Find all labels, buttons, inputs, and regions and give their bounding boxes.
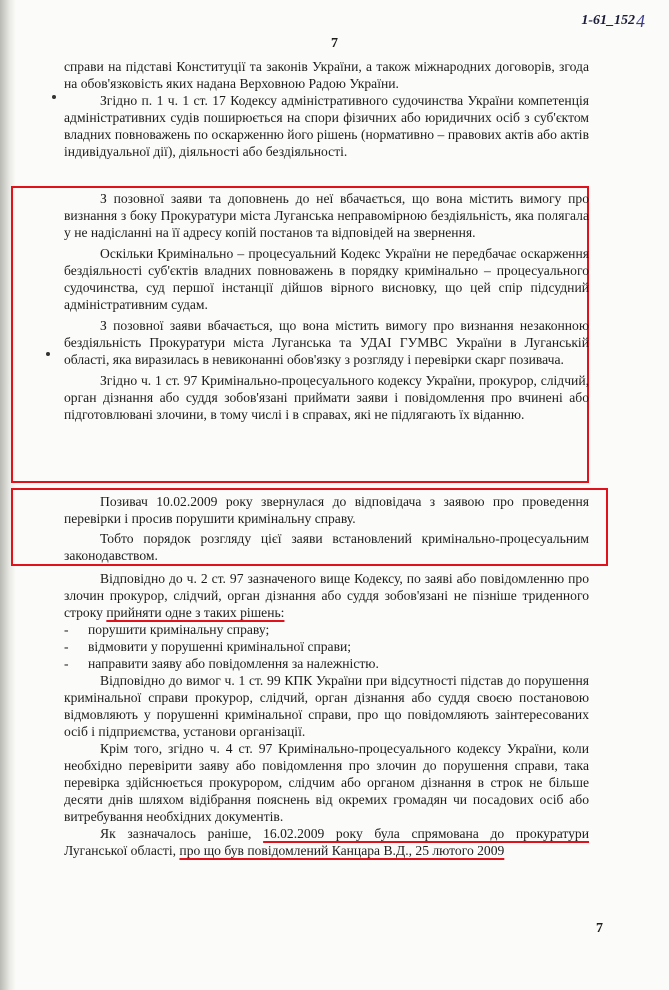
underlined-phrase: прийняти одне з таких рішень:	[106, 605, 285, 620]
paragraph-5: З позовної заяви вбачається, що вона містить вимогу про визнання незаконною бездіяльність Прокуратури міста Луганська та УДАІ ГУМВС України в Луганській області, яка виразилась в невиконанні обов'язку з розгляду і перевірки скарг позивача.	[64, 318, 589, 367]
handwritten-mark: 4	[636, 11, 645, 31]
paragraph-12: Як зазначалось раніше, 16.02.2009 року була спрямована до прокуратури Луганської області, про що був повідомлений Канцара В.Д., 25 лютого 2009	[64, 826, 590, 858]
paragraph-8: Тобто порядок розгляду цієї заяви встановлений кримінально-процесуальним законодавством.	[64, 531, 589, 563]
paragraph-7: Позивач 10.02.2009 року звернулася до відповідача з заявою про проведення перевірки і просив порушити кримінальну справу.	[64, 494, 589, 526]
paragraph-10: Відповідно до вимог ч. 1 ст. 99 КПК України при відсутності підстав до порушення кримінальної справи прокурор, слідчий, орган дізнання або суддя своєю постановою відмовляють у порушенні кримінальної справи, про що повідомляють заінтересованих осіб і підприємства, установи організації.	[64, 673, 589, 739]
page-number-top: 7	[331, 36, 338, 51]
paragraph-6: Згідно ч. 1 ст. 97 Кримінально-процесуального кодексу України, прокурор, слідчий, орган дізнання або суддя зобов'язані приймати заяви і повідомлення про вчинені або підготовлювані злочини, в тому числі і в справах, які не підлягають їх віданню.	[64, 373, 589, 422]
underlined-phrase: про що був повідомлений Канцара В.Д., 25 лютого 2009	[179, 843, 505, 858]
scan-speck	[46, 352, 50, 356]
paragraph-2: Згідно п. 1 ч. 1 ст. 17 Кодексу адміністративного судочинства України компетенція адміністративних судів поширюється на спори фізичних або юридичних осіб з суб'єктом владних повноважень по оскарженню його рішень (нормативно – правових актів або актів індивідуальної дії), діяльності або бездіяльності.	[64, 93, 589, 159]
paragraph-11: Крім того, згідно ч. 4 ст. 97 Кримінально-процесуального кодексу України, коли необхідно перевірити заяву або повідомлення про злочин до порушення справи, така перевірка здійснюється прокурором, слідчим або органом дізнання в строк не більше десяти днів шляхом відібрання пояснень від окремих громадян чи посадових осіб або витребування необхідних документів.	[64, 741, 589, 824]
text-block-highlighted-2	[64, 493, 589, 564]
page-number-bottom: 7	[596, 921, 603, 936]
text-block-intro	[64, 58, 589, 160]
paragraph-9: Відповідно до ч. 2 ст. 97 зазначеного вище Кодексу, по заяві або повідомленню про злочин прокурор, слідчий, орган дізнання або суддя зобов'язані не пізніше триденного строку прийняти одне з таких рішень:	[64, 571, 589, 620]
paragraph-4: Оскільки Кримінально – процесуальний Кодекс України не передбачає оскарження бездіяльності суб'єктів владних повноважень в порядку кримінально – процесуального судочинства, суд першої інстанції дійшов вірного висновку, що цей спір підсудний адміністративним судам.	[64, 246, 589, 312]
paragraph-3: З позовної заяви та доповнень до неї вбачається, що вона містить вимогу про визнання з боку Прокуратури міста Луганська неправомірною бездіяльність, яка полягала у не надісланні на її адресу копій постанов та відповідей на звернення.	[64, 191, 589, 240]
text-block-highlighted-1	[64, 190, 589, 423]
decision-list	[64, 621, 589, 672]
case-number: 1-61_152 4	[581, 11, 645, 31]
list-item: - порушити кримінальну справу;	[64, 622, 270, 637]
list-item: - відмовити у порушенні кримінальної справи;	[64, 639, 352, 654]
list-item: - направити заяву або повідомлення за належністю.	[64, 656, 379, 671]
text-block-main	[64, 570, 589, 859]
scan-speck	[52, 95, 56, 99]
underlined-phrase: 16.02.2009 року була спрямована до прокуратури	[263, 826, 590, 841]
paragraph-1: справи на підставі Конституції та законів України, а також міжнародних договорів, згода на обов'язковість яких надана Верховною Радою України.	[64, 59, 589, 91]
